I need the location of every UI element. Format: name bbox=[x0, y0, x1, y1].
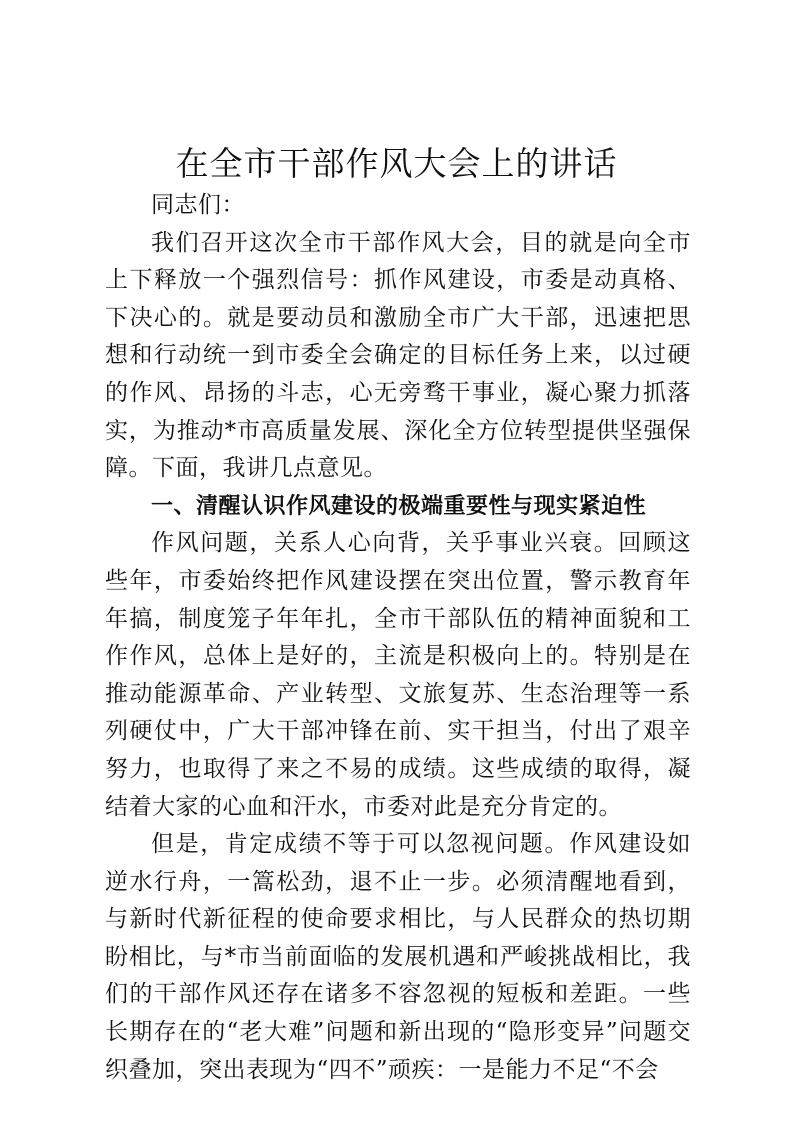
section-heading: 一、清醒认识作风建设的极端重要性与现实紧迫性 bbox=[151, 493, 647, 519]
section-paragraph: 但是，肯定成绩不等于可以忽视问题。作风建设如逆水行舟，一篙松劲，退不止一步。必须清醒地看到，与新时代新征程的使命要求相比，与人民群众的热切期盼相比，与*市当前面临的发展机遇和严峻挑战相比，我们的干部作风还存在诸多不容忽视的短板和差距。一些长期存在的“老大难”问题和新出现的“隐形变异”问题交织叠加，突出表现为“四不”顽疾：一是能力不足“不会 bbox=[105, 831, 691, 1083]
section-paragraph: 作风问题，关系人心向背，关乎事业兴衰。回顾这些年，市委始终把作风建设摆在突出位置，警示教育年年搞，制度笼子年年扎，全市干部队伍的精神面貌和工作作风，总体上是好的，主流是积极向上的。特别是在推动能源革命、产业转型、文旅复苏、生态治理等一系列硬仗中，广大干部冲锋在前、实干担当，付出了艰辛努力，也取得了来之不易的成绩。这些成绩的取得，凝结着大家的心血和汗水，市委对此是充分肯定的。 bbox=[105, 530, 691, 820]
document-body bbox=[105, 187, 691, 1089]
salutation: 同志们： bbox=[151, 192, 245, 218]
intro-paragraph: 我们召开这次全市干部作风大会，目的就是向全市上下释放一个强烈信号：抓作风建设，市委是动真格、下决心的。就是要动员和激励全市广大干部，迅速把思想和行动统一到市委全会确定的目标任务上来，以过硬的作风、昂扬的斗志，心无旁骛干事业，凝心聚力抓落实，为推动*市高质量发展、深化全方位转型提供坚强保障。下面，我讲几点意见。 bbox=[105, 229, 691, 482]
document-title: 在全市干部作风大会上的讲话 bbox=[175, 144, 618, 183]
